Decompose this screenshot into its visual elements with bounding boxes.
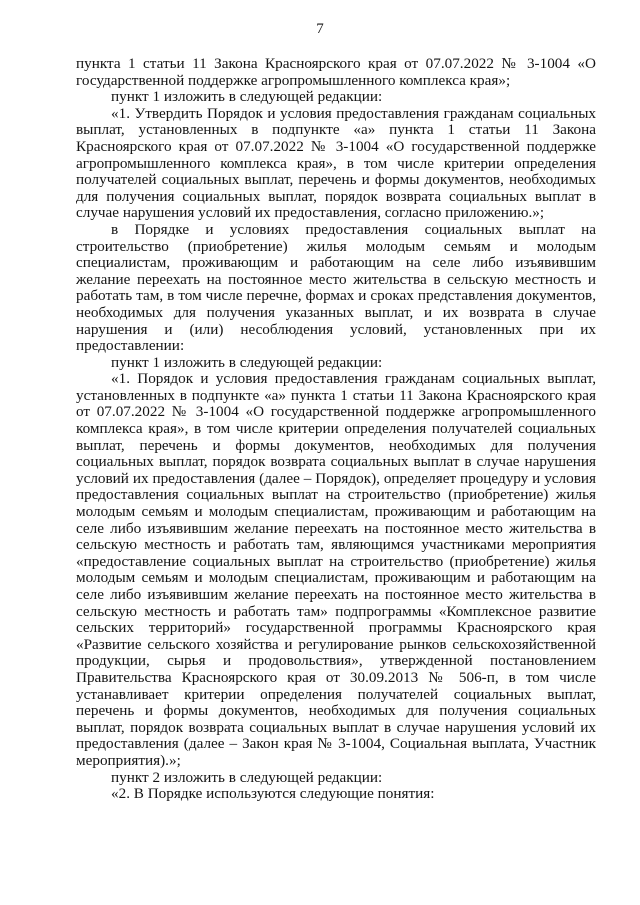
paragraph-4: в Порядке и условиях предоставления социальных выплат на строительство (приобретение) жилья молодым семьям и молодым специалистам, проживающим и работающим на селе либо изъявившим желание переехать на постоянное место жительства в сельскую местность и работать там, в том числе перечне, формах и сроках представления документов, необходимых для получения указанных выплат, и их возврата в случае нарушения и (или) несоблюдения условий, установленных при их предоставлении: (76, 220, 596, 355)
paragraph-7: пункт 2 изложить в следующей редакции: (111, 768, 383, 786)
paragraph-5: пункт 1 изложить в следующей редакции: (111, 353, 383, 371)
paragraph-8: «2. В Порядке используются следующие понятия: (111, 785, 435, 803)
paragraph-1: пункта 1 статьи 11 Закона Красноярского края от 07.07.2022 № 3-1004 «О государственной поддержке агропромышленного комплекса края»; (76, 55, 596, 89)
document-body (76, 56, 596, 803)
page-number: 7 (316, 21, 324, 37)
paragraph-6: «1. Порядок и условия предоставления гражданам социальных выплат, установленных в подпункте «а» пункта 1 статьи 11 Закона Красноярского края от 07.07.2022 № 3-1004 «О государственной поддержке агропромышленного комплекса края», в том числе критерии определения получателей социальных выплат, перечень и формы документов, необходимых для получения социальных выплат, порядок возврата социальных выплат в случае нарушения условий их предоставления (далее – Порядок), определяет процедуру и условия предоставления социальных выплат на строительство (приобретение) жилья молодым семьям и молодым специалистам, проживающим и работающим на селе либо изъявившим желание переехать на постоянное место жительства в сельскую местность и работать там, являющимся участниками мероприятия «предоставление социальных выплат на строительство (приобретение) жилья молодым семьям и молодым специалистам, проживающим и работающим на селе либо изъявившим желание переехать на постоянное место жительства в сельскую местность и работать там» подпрограммы «Комплексное развитие сельских территорий» государственной программы Красноярского края «Развитие сельского хозяйства и регулирование рынков сельскохозяйственной продукции, сырья и продовольствия», утвержденной постановлением Правительства Красноярского края от 30.09.2013 № 506-п, в том числе устанавливает критерии определения получателей социальных выплат, перечень и формы документов, необходимых для получения социальных выплат, порядок возврата социальных выплат в случае нарушения условий их предоставления (далее – Закон края № 3-1004, Социальная выплата, Участник мероприятия).»; (76, 370, 596, 769)
paragraph-2: пункт 1 изложить в следующей редакции: (111, 88, 383, 106)
paragraph-3: «1. Утвердить Порядок и условия предоставления гражданам социальных выплат, установленных в подпункте «а» пункта 1 статьи 11 Закона Красноярского края от 07.07.2022 № 3-1004 «О государственной поддержке агропромышленного комплекса края», в том числе критерии определения получателей социальных выплат, перечень и формы документов, необходимых для получения социальных выплат, порядок возврата социальных выплат в случае нарушения условий их предоставления, согласно приложению.»; (76, 104, 596, 222)
